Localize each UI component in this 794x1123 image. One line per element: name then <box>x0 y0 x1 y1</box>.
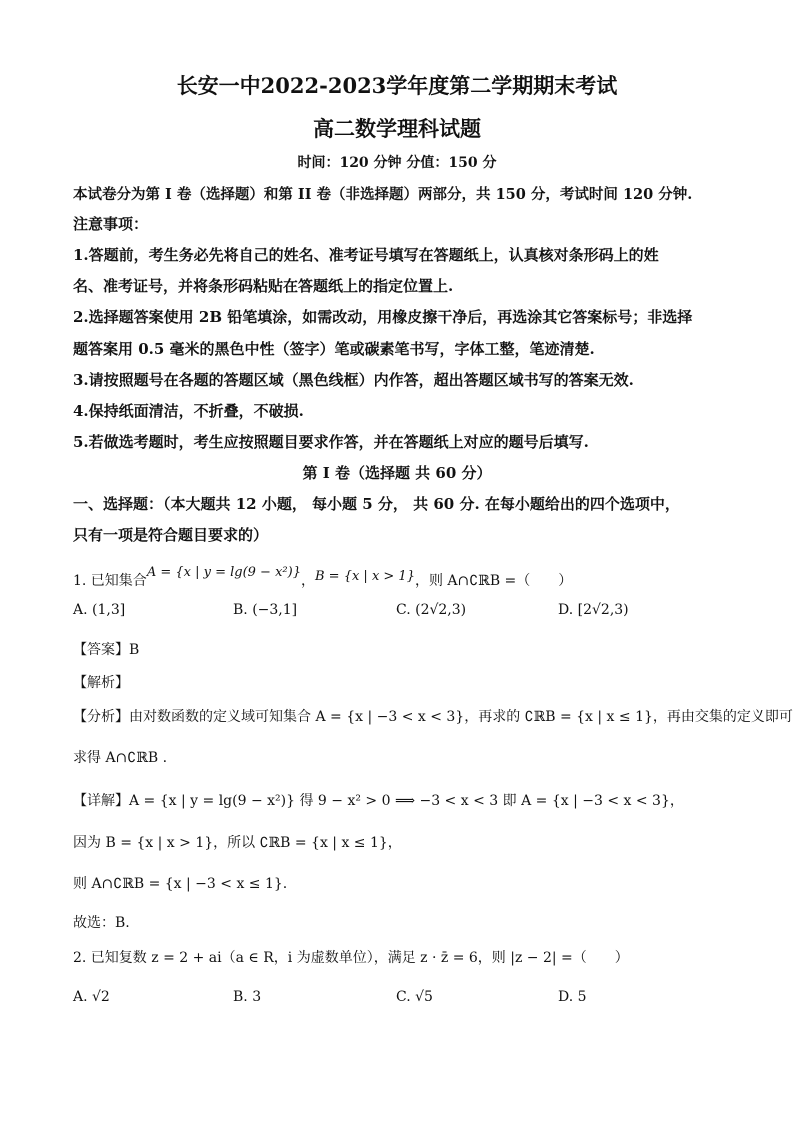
exam-title: 长安一中2022-2023学年度第二学期期末考试 <box>176 73 618 98</box>
notice-item: 1.答题前，考生务必先将自己的姓名、准考证号填写在答题纸上，认真核对条形码上的姓 <box>73 246 659 264</box>
question-2-stem: 2. 已知复数 z = 2 + ai（a ∈ R，i 为虚数单位），满足 z · z̄ = 6，则 |z − 2| =（ ） <box>73 950 629 966</box>
question-1-stem <box>73 565 573 590</box>
analysis-text-cont: 求得 A∩∁ℝB . <box>73 750 168 766</box>
notice-heading: 注意事项： <box>73 215 149 233</box>
question-1-sep: ， <box>300 573 315 589</box>
exam-subtitle: 高二数学理科试题 <box>313 116 481 141</box>
part-title: 第 I 卷（选择题 共 60 分） <box>302 464 492 482</box>
question-1-set-b: B = {x | x > 1} <box>314 569 415 584</box>
notice-item: 3.请按照题号在各题的答题区域（黑色线框）内作答，超出答题区域书写的答案无效. <box>73 371 634 389</box>
notice-item: 2.选择题答案使用 2B 铅笔填涂，如需改动，用橡皮擦干净后，再选涂其它答案标号；非选择 <box>73 308 693 326</box>
notice-item: 5.若做选考题时，考生应按照题目要求作答，并在答题纸上对应的题号后填写. <box>73 433 589 451</box>
detail-line: 因为 B = {x | x > 1}，所以 ∁ℝB = {x | x ≤ 1}， <box>73 835 402 851</box>
detail-line: 【详解】A = {x | y = lg(9 − x²)} 得 9 − x² > 0 ⟹ −3 < x < 3 即 A = {x | −3 < x < 3}， <box>73 793 684 809</box>
notice-item: 名、准考证号，并将条形码粘贴在答题纸上的指定位置上. <box>73 277 454 295</box>
option-a: A. (1,3] <box>73 602 126 618</box>
option-a: A. √2 <box>73 989 110 1005</box>
question-1-ask: ，则 A∩∁ℝB =（ ） <box>414 573 573 589</box>
question-1-set-a: A = {x | y = lg(9 − x²)} <box>146 565 301 580</box>
notice-item: 题答案用 0.5 毫米的黑色中性（签字）笔或碳素笔书写，字体工整，笔迹清楚. <box>73 340 595 358</box>
option-b: B. (−3,1] <box>233 602 298 618</box>
answer-label: 【答案】B <box>73 642 140 658</box>
analysis-text: 【分析】由对数函数的定义域可知集合 A = {x | −3 < x < 3}，再求的 ∁ℝB = {x | x ≤ 1}，再由交集的定义即可 <box>73 709 793 725</box>
intro-line: 本试卷分为第 I 卷（选择题）和第 II 卷（非选择题）两部分，共 150 分，考试时间 120 分钟. <box>73 186 693 203</box>
option-c: C. (2√2,3) <box>396 602 467 618</box>
notice-item: 4.保持纸面清洁，不折叠，不破损. <box>73 402 304 420</box>
analysis-label: 【解析】 <box>73 675 129 691</box>
option-d: D. [2√2,3) <box>558 602 629 618</box>
detail-line: 则 A∩∁ℝB = {x | −3 < x ≤ 1}. <box>73 876 288 892</box>
option-d: D. 5 <box>558 989 587 1005</box>
option-b: B. 3 <box>233 989 262 1005</box>
section-heading-cont: 只有一项是符合题目要求的） <box>73 526 269 544</box>
choose-line: 故选：B. <box>73 915 130 931</box>
question-1-prefix: 1. 已知集合 <box>73 573 147 589</box>
section-heading: 一、选择题：（本大题共 12 小题， 每小题 5 分， 共 60 分. 在每小题给出的四个选项中， <box>73 495 680 513</box>
time-score: 时间：120 分钟 分值：150 分 <box>297 155 497 171</box>
option-c: C. √5 <box>396 989 433 1005</box>
